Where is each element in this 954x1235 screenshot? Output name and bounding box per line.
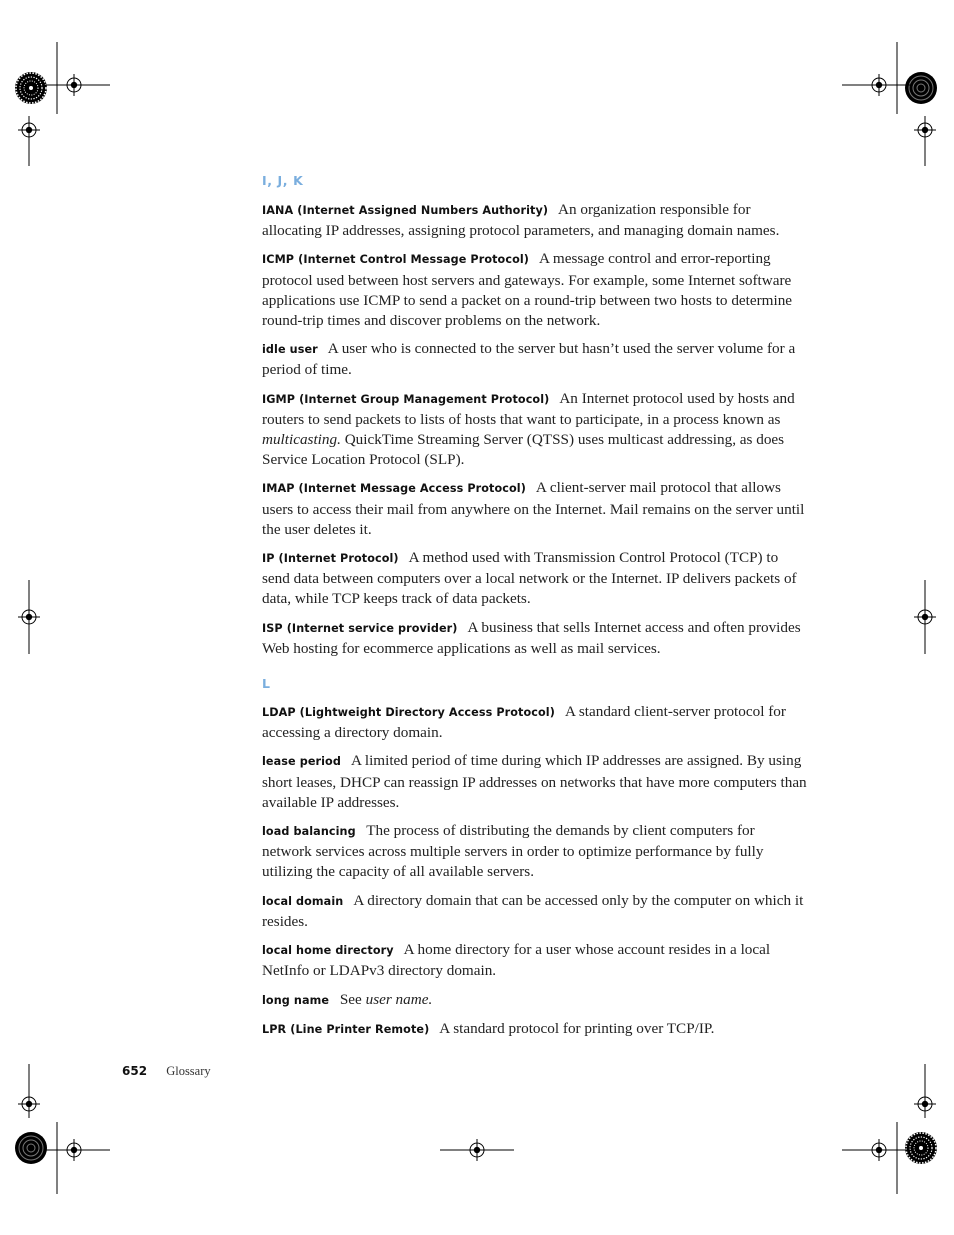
registration-mark-icon bbox=[18, 606, 40, 628]
glossary-term: local home directory bbox=[262, 944, 394, 958]
glossary-definition: A standard protocol for printing over TCP/IP. bbox=[439, 1019, 715, 1037]
registration-mark-icon bbox=[914, 1093, 936, 1115]
glossary-term: lease period bbox=[262, 755, 341, 769]
glossary-term: local domain bbox=[262, 894, 344, 908]
glossary-definition: A user who is connected to the server but hasn’t used the server volume for a period of time. bbox=[262, 340, 796, 379]
registration-mark-icon bbox=[63, 1139, 85, 1161]
glossary-definition: An organization responsible for allocating IP addresses, assigning protocol parameters, and managing domain names. bbox=[262, 201, 780, 240]
glossary-definition: A client-server mail protocol that allows users to access their mail from anywhere on the Internet. Mail remains on the server until the user deletes it. bbox=[262, 479, 805, 538]
glossary-definition-italic: user name. bbox=[365, 990, 433, 1008]
glossary-term: IP (Internet Protocol) bbox=[262, 552, 399, 566]
glossary-definition: A limited period of time during which IP addresses are assigned. By using short leases, DHCP can reassign IP addresses on networks that have more computers than available IP addresses. bbox=[262, 752, 807, 811]
glossary-definition: A standard client-server protocol for accessing a directory domain. bbox=[262, 703, 786, 742]
glossary-definition: See bbox=[339, 990, 362, 1008]
glossary-term: IMAP (Internet Message Access Protocol) bbox=[262, 482, 526, 496]
glossary-term: IANA (Internet Assigned Numbers Authority) bbox=[262, 204, 549, 217]
glossary-term: load balancing bbox=[262, 825, 356, 839]
registration-mark-icon bbox=[63, 74, 85, 96]
glossary-term: IGMP (Internet Group Management Protocol) bbox=[262, 392, 550, 406]
registration-mark-icon bbox=[18, 1093, 40, 1115]
star-target-top-left-icon bbox=[15, 72, 47, 104]
dial-target-bottom-left-icon bbox=[15, 1132, 47, 1164]
glossary-definition: A business that sells Internet access and often provides Web hosting for ecommerce applications as well as mail services. bbox=[262, 618, 801, 657]
registration-mark-icon bbox=[868, 74, 890, 96]
page-number: 652 bbox=[122, 1064, 148, 1078]
glossary-definition: The process of distributing the demands by client computers for network services across multiple servers in order to optimize performance by fully utilizing the capacity of all available servers. bbox=[262, 822, 764, 881]
glossary-definition: A directory domain that can be accessed only by the computer on which it resides. bbox=[262, 891, 804, 930]
registration-mark-icon bbox=[868, 1139, 890, 1161]
section-heading-l: L bbox=[262, 676, 271, 692]
star-target-bottom-right-icon bbox=[905, 1132, 937, 1164]
glossary-term: LDAP (Lightweight Directory Access Protocol) bbox=[262, 706, 555, 720]
registration-mark-icon bbox=[466, 1139, 488, 1161]
glossary-definition: A method used with Transmission Control Protocol (TCP) to send data between computers over a local network or the Internet. IP delivers packets of data, while TCP keeps track of data packets. bbox=[262, 549, 797, 608]
registration-mark-icon bbox=[18, 119, 40, 141]
registration-mark-icon bbox=[914, 606, 936, 628]
glossary-term: ICMP (Internet Control Message Protocol) bbox=[262, 253, 530, 267]
glossary-term: LPR (Line Printer Remote) bbox=[262, 1022, 430, 1036]
glossary-definition: A message control and error-reporting protocol used between host servers and gateways. For example, some Internet software applications use ICMP to send a packet on a round-trip between two hosts to determine round-trip times and discover problems on the network. bbox=[262, 250, 793, 330]
glossary-term: ISP (Internet service provider) bbox=[262, 621, 458, 635]
section-heading-ijk: I, J, K bbox=[262, 173, 304, 188]
glossary-definition-italic: multicasting. bbox=[262, 431, 341, 449]
glossary-definition: An Internet protocol used by hosts and routers to send packets to lists of hosts that want to participate, in a process known as bbox=[262, 389, 795, 428]
glossary-term: long name bbox=[262, 993, 330, 1007]
dial-target-top-right-icon bbox=[905, 72, 937, 104]
glossary-definition: QuickTime Streaming Server (QTSS) uses multicast addressing, as does Service Location Protocol (SLP). bbox=[262, 431, 785, 469]
glossary-term: idle user bbox=[262, 343, 318, 357]
registration-mark-icon bbox=[914, 119, 936, 141]
footer-section-name: Glossary bbox=[166, 1064, 211, 1078]
glossary-definition: A home directory for a user whose account resides in a local NetInfo or LDAPv3 directory domain. bbox=[262, 941, 771, 980]
